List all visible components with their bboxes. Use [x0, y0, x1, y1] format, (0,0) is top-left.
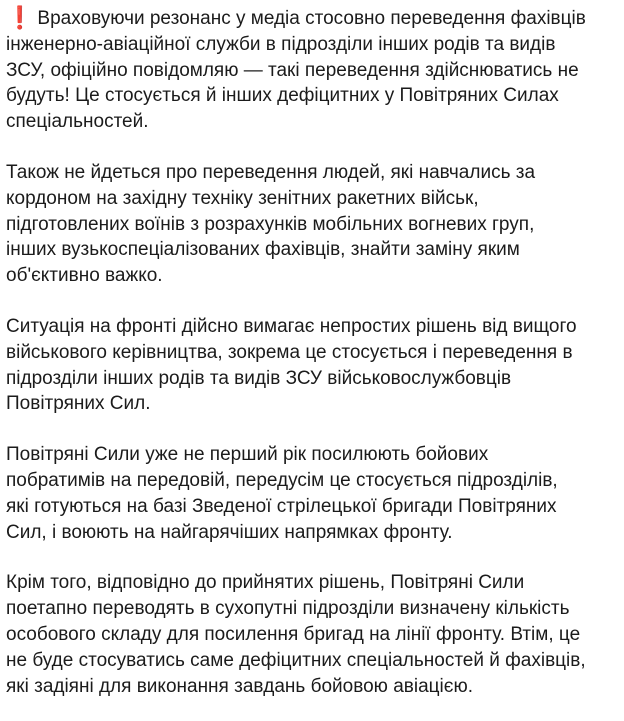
paragraph-line: підготовлених воїнів з розрахунків мобільних вогневих груп, [6, 213, 535, 235]
paragraph-line: Повітряних Сил. [6, 393, 151, 415]
paragraph-line: Враховуючи резонанс у медіа стосовно переведення фахівців [37, 8, 586, 29]
paragraph-line: не буде стосуватись саме дефіцитних спеціальностей й фахівців, [6, 649, 586, 671]
paragraph-line: об'єктивно важко. [6, 265, 163, 287]
paragraph-line: інженерно-авіаційної служби в підрозділи інших родів та видів [6, 33, 556, 55]
paragraph-4 [6, 442, 618, 545]
paragraph-line: Сил, і воюють на найгарячіших напрямках фронту. [6, 521, 453, 543]
paragraph-line: Ситуація на фронті дійсно вимагає непростих рішень від вищого [6, 315, 577, 337]
paragraph-line: Крім того, відповідно до прийнятих рішень, Повітряні Сили [6, 572, 525, 594]
paragraph-line: особового складу для посилення бригад на лінії фронту. Втім, це [6, 623, 581, 645]
paragraph-5 [6, 570, 618, 699]
paragraph-line: будуть! Це стосується й інших дефіцитних у Повітряних Силах [6, 85, 559, 107]
paragraph-line: які задіяні для виконання завдань бойовою авіацією. [6, 675, 473, 697]
paragraph-3 [6, 314, 618, 417]
paragraph-line: побратимів на передовій, передусім це стосується підрозділів, [6, 469, 558, 491]
paragraph-line: Повітряні Сили уже не перший рік посилюють бойових [6, 444, 489, 466]
paragraph-line: інших вузькоспеціалізованих фахівців, знайти заміну яким [6, 239, 520, 261]
paragraph-2 [6, 160, 618, 289]
paragraph-line: військового керівництва, зокрема це стосується і переведення в [6, 341, 573, 363]
paragraph-line: які готуються на базі Зведеної стрілецької бригади Повітряних [6, 495, 557, 517]
paragraph-line: спеціальностей. [6, 111, 149, 133]
paragraph-line: кордоном на західну техніку зенітних ракетних військ, [6, 187, 479, 209]
paragraph-line: підрозділи інших родів та видів ЗСУ військовослужбовців [6, 367, 512, 389]
red-exclamation-icon: ❗ [6, 5, 34, 30]
paragraph-line: Також не йдеться про переведення людей, які навчались за [6, 161, 536, 183]
paragraph-line: ЗСУ, офіційно повідомляю — такі переведення здійснюватись не [6, 59, 579, 81]
paragraph-line: поетапно переводять в сухопутні підрозділи визначену кількість [6, 598, 570, 620]
paragraph-1 [6, 6, 618, 135]
